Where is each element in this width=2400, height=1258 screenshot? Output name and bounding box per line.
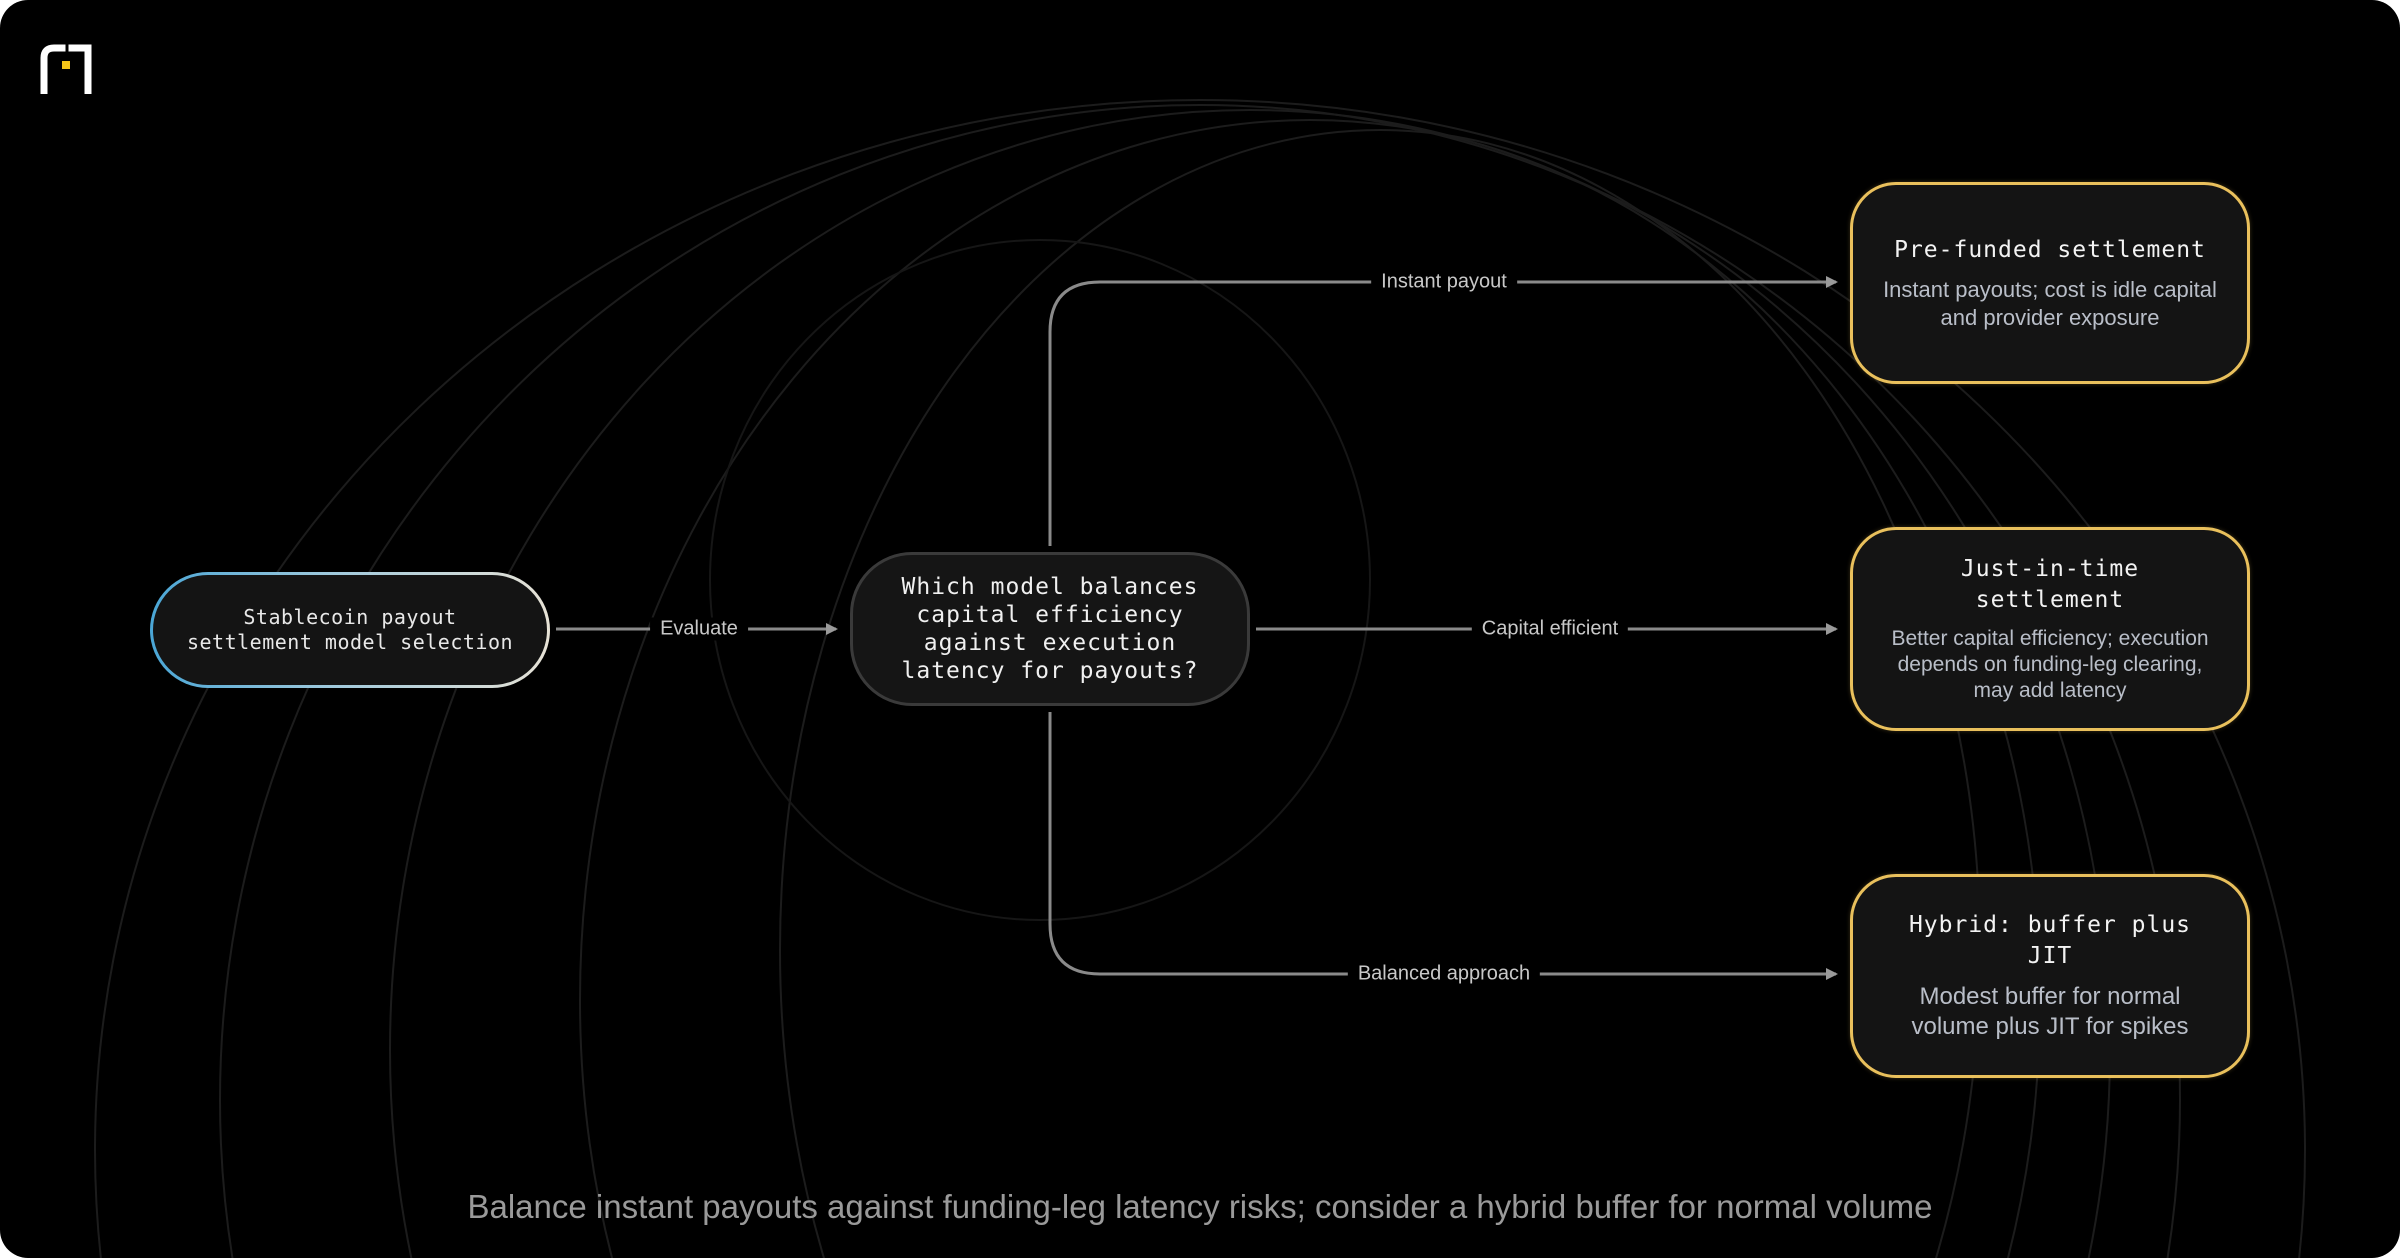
outcome-just-in-time (1850, 527, 2250, 731)
start-node (150, 572, 550, 688)
outcome-title: Pre-funded settlement (1894, 236, 2206, 263)
outcome-description: Better capital efficiency; execution depends on funding-leg clearing, may add latency (1891, 627, 2209, 702)
start-node-label: Stablecoin payout settlement model selection (186, 605, 514, 654)
outcome-title: Just-in-time settlement (1960, 556, 2140, 613)
edge-balanced-approach (1050, 712, 1836, 974)
decision-node (850, 552, 1250, 706)
outcome-description: Modest buffer for normal volume plus JIT for spikes (1911, 983, 2189, 1040)
brand-logo-icon (40, 44, 96, 94)
outcome-description: Instant payouts; cost is idle capital and provider exposure (1883, 276, 2217, 330)
edge-label-instant-payout: Instant payout (1371, 271, 1517, 294)
diagram-caption: Balance instant payouts against funding-leg latency risks; consider a hybrid buffer for normal volume (467, 1188, 1933, 1225)
outcome-pre-funded (1850, 182, 2250, 384)
edge-label-evaluate: Evaluate (650, 618, 748, 641)
decision-node-label: Which model balances capital efficiency against execution latency for payouts? (901, 574, 1199, 684)
edge-instant-payout (1050, 282, 1836, 546)
outcome-hybrid (1850, 874, 2250, 1078)
edge-label-balanced-approach: Balanced approach (1348, 963, 1540, 986)
outcome-title: Hybrid: buffer plus JIT (1908, 912, 2192, 969)
edge-label-capital-efficient: Capital efficient (1472, 618, 1628, 641)
